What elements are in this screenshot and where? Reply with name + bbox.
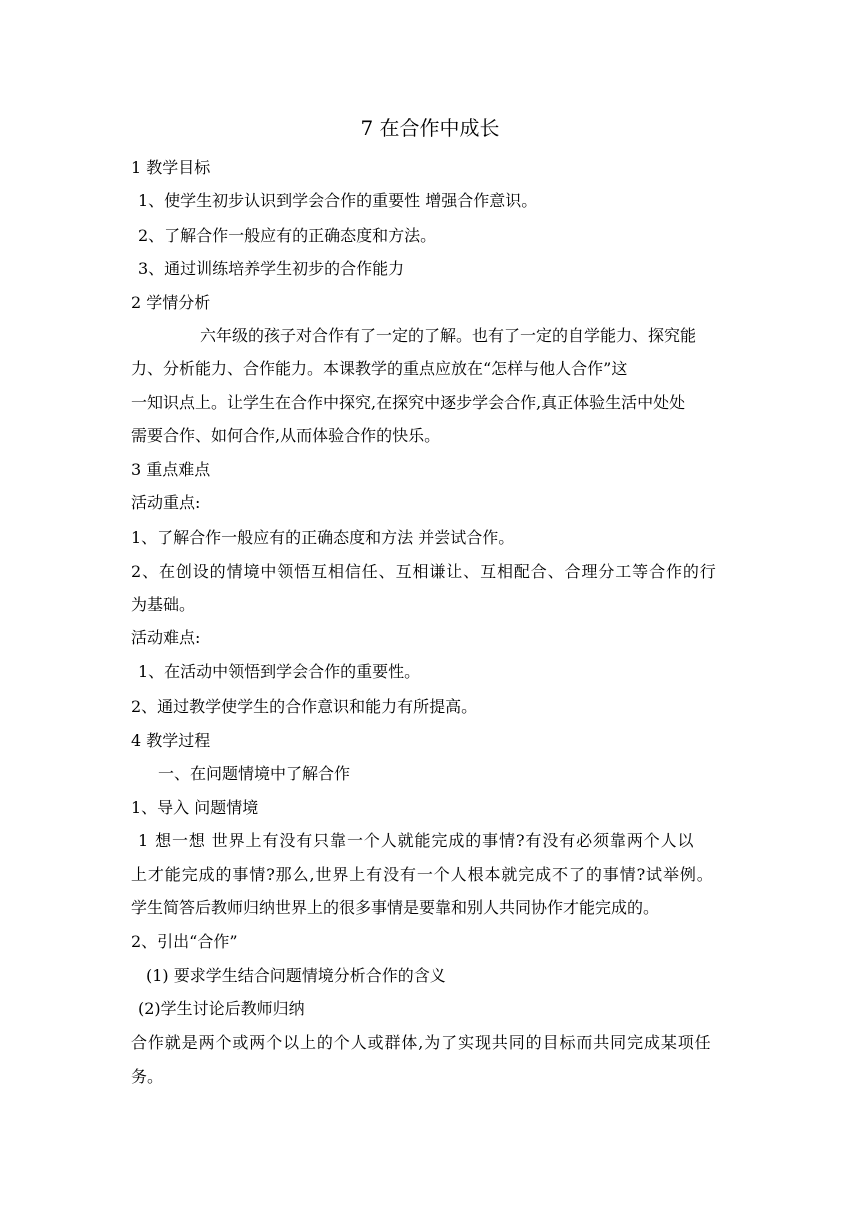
section-heading-analysis: 2 学情分析 <box>131 293 211 312</box>
analysis-paragraph-line-3: 一知识点上。让学生在合作中探究,在探究中逐步学会合作,真正体验生活中处处 <box>131 393 686 412</box>
objective-item-1: 1、使学生初步认识到学会合作的重要性 增强合作意识。 <box>138 191 538 210</box>
process-subheading-1: 一、在问题情境中了解合作 <box>158 764 351 783</box>
process-step-1-text-line-3: 学生简答后教师归纳世界上的很多事情是要靠和别人共同协作才能完成的。 <box>131 898 660 917</box>
cooperation-definition-line-1: 合作就是两个或两个以上的个人或群体,为了实现共同的目标而共同完成某项任 <box>131 1033 712 1052</box>
analysis-paragraph-line-2: 力、分析能力、合作能力。本课教学的重点应放在“怎样与他人合作”这 <box>131 359 628 378</box>
key-point-item-2-line-2: 为基础。 <box>131 595 196 614</box>
document-title: 7 在合作中成长 <box>360 116 500 140</box>
difficulty-item-2: 2、通过教学使学生的合作意识和能力有所提高。 <box>131 697 478 716</box>
key-point-item-1: 1、了解合作一般应有的正确态度和方法 并尝试合作。 <box>131 528 515 547</box>
key-points-label: 活动重点: <box>131 493 201 512</box>
section-heading-key-points: 3 重点难点 <box>131 460 211 479</box>
analysis-paragraph-line-4: 需要合作、如何合作,从而体验合作的快乐。 <box>131 426 441 445</box>
difficulty-item-1: 1、在活动中领悟到学会合作的重要性。 <box>138 662 421 681</box>
process-step-1-text-line-1: 1 想一想 世界上有没有只靠一个人就能完成的事情?有没有必须靠两个人以 <box>138 831 695 850</box>
analysis-paragraph-line-1: 六年级的孩子对合作有了一定的了解。也有了一定的自学能力、探究能 <box>200 326 697 345</box>
process-step-1-text-line-2: 上才能完成的事情?那么,世界上有没有一个人根本就完成不了的事情?试举例。 <box>131 865 714 884</box>
process-step-1: 1、导入 问题情境 <box>131 798 259 817</box>
process-step-2: 2、引出“合作” <box>131 932 238 951</box>
objective-item-2: 2、了解合作一般应有的正确态度和方法。 <box>138 226 437 245</box>
difficulties-label: 活动难点: <box>131 628 201 647</box>
process-step-2-item-2: (2)学生讨论后教师归纳 <box>138 999 305 1018</box>
key-point-item-2-line-1: 2、在创设的情境中领悟互相信任、互相谦让、互相配合、合理分工等合作的行 <box>131 562 717 581</box>
cooperation-definition-line-2: 务。 <box>131 1067 164 1086</box>
section-heading-objectives: 1 教学目标 <box>131 158 211 177</box>
section-heading-process: 4 教学过程 <box>131 731 211 750</box>
objective-item-3: 3、通过训练培养学生初步的合作能力 <box>138 259 405 278</box>
process-step-2-item-1: (1) 要求学生结合问题情境分析合作的含义 <box>146 966 446 985</box>
